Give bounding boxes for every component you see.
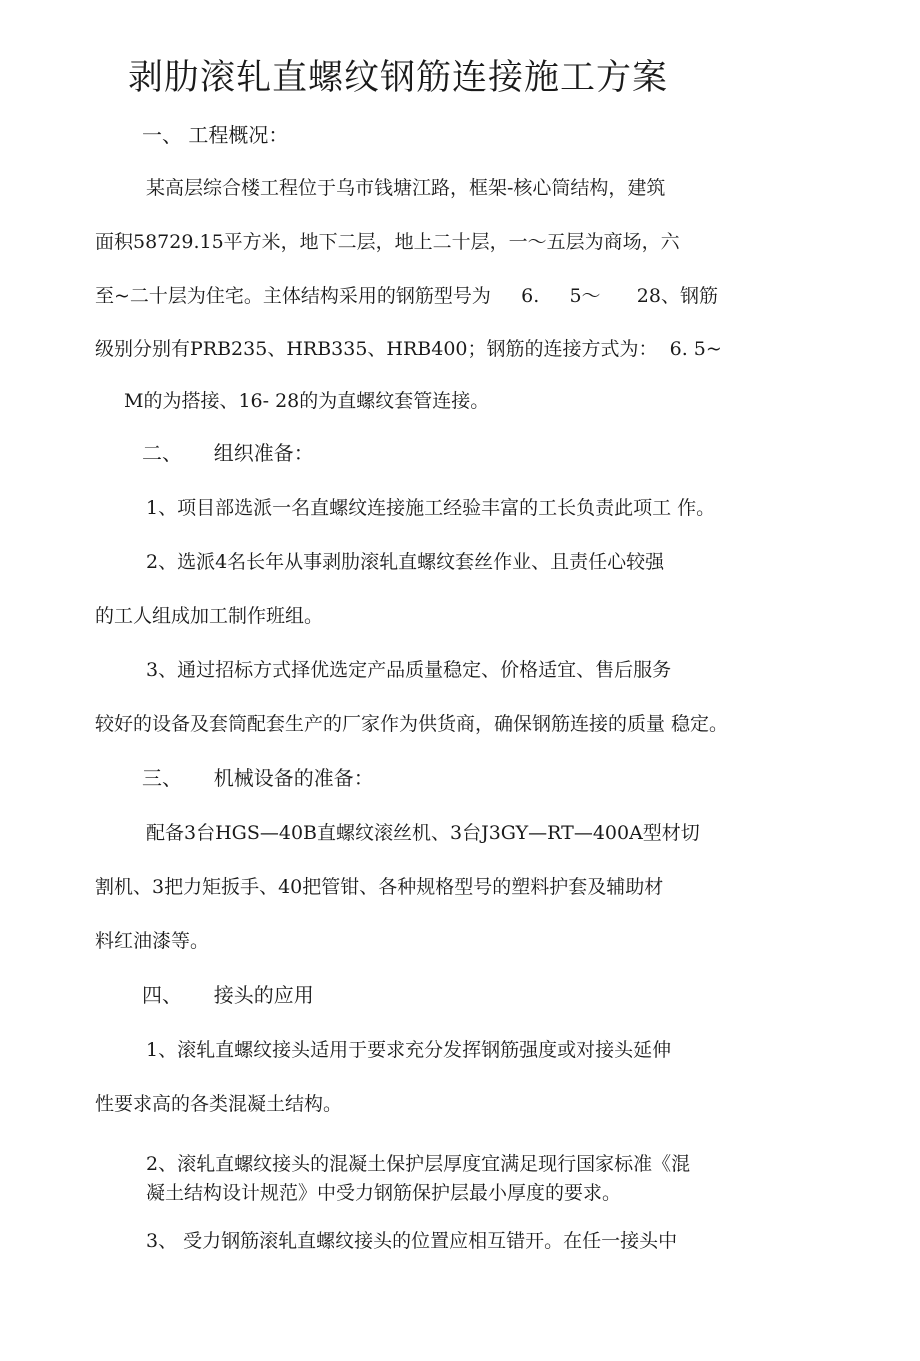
paragraph-line: 面积58729.15平方米，地下二层，地上二十层，一～五层为商场，六 <box>95 231 680 253</box>
paragraph-line: 料红油漆等。 <box>95 930 210 952</box>
paragraph-line: 1、滚轧直螺纹接头适用于要求充分发挥钢筋强度或对接头延伸 <box>146 1039 672 1061</box>
section-heading-equipment: 三、 机械设备的准备： <box>142 766 374 790</box>
paragraph-line: 凝土结构设计规范》中受力钢筋保护层最小厚度的要求。 <box>146 1182 622 1204</box>
paragraph-line: 2、滚轧直螺纹接头的混凝土保护层厚度宜满足现行国家标准《混 <box>146 1153 691 1175</box>
paragraph-line: 配备3台HGS—40B直螺纹滚丝机、3台J3GY—RT—400A型材切 <box>146 822 700 844</box>
paragraph-line: 割机、3把力矩扳手、40把管钳、各种规格型号的塑料护套及辅助材 <box>95 876 664 898</box>
section-heading-application: 四、 接头的应用 <box>142 983 314 1007</box>
paragraph-line: 级别分别有PRB235、HRB335、HRB400；钢筋的连接方式为： 6. 5~ <box>95 338 722 360</box>
paragraph-line: 性要求高的各类混凝土结构。 <box>95 1093 343 1115</box>
paragraph-line: 至~二十层为住宅。主体结构采用的钢筋型号为 6. 5～ 28、钢筋 <box>95 285 718 307</box>
paragraph-line: 3、 受力钢筋滚轧直螺纹接头的位置应相互错开。在任一接头中 <box>146 1230 678 1252</box>
paragraph-line: 较好的设备及套筒配套生产的厂家作为供货商，确保钢筋连接的质量 稳定。 <box>95 713 729 735</box>
paragraph-line: 的工人组成加工制作班组。 <box>95 605 324 627</box>
paragraph-line: 某高层综合楼工程位于乌市钱塘江路，框架-核心筒结构，建筑 <box>146 177 666 199</box>
document-title: 剥肋滚轧直螺纹钢筋连接施工方案 <box>128 58 669 98</box>
paragraph-line: M的为搭接、16- 28的为直螺纹套管连接。 <box>124 390 490 412</box>
paragraph-line: 1、项目部选派一名直螺纹连接施工经验丰富的工长负责此项工 作。 <box>146 497 716 519</box>
paragraph-line: 2、选派4名长年从事剥肋滚轧直螺纹套丝作业、且责任心较强 <box>146 551 665 573</box>
section-heading-organization: 二、 组织准备： <box>142 441 314 465</box>
paragraph-line: 3、通过招标方式择优选定产品质量稳定、价格适宜、售后服务 <box>146 659 672 681</box>
section-heading-overview: 一、 工程概况： <box>142 123 289 147</box>
